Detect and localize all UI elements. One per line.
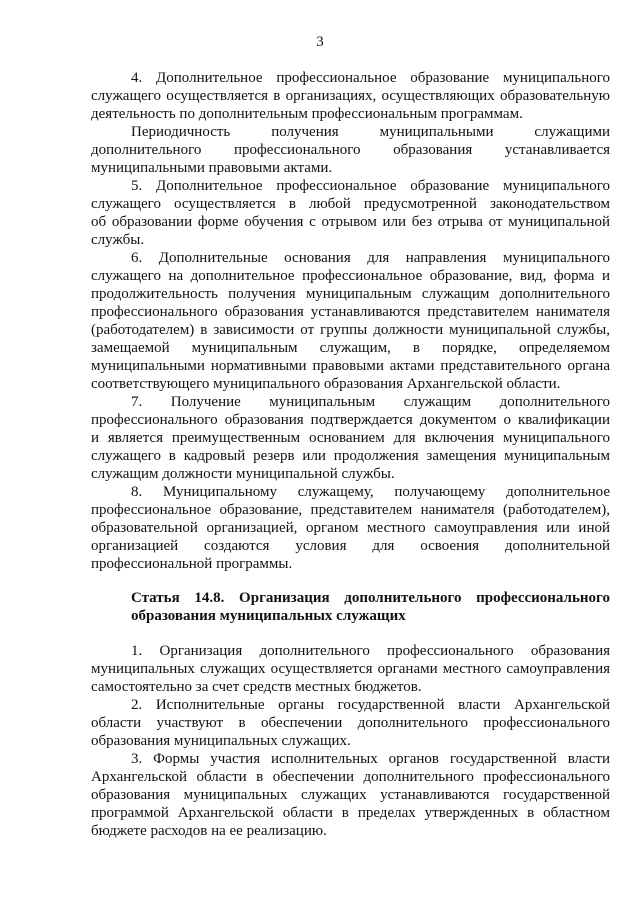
text-line: образования муниципальных служащих. [91, 733, 351, 749]
text-line: службы. [91, 232, 145, 248]
text-line: 1. Организация дополнительного профессионального образования [131, 643, 610, 659]
text-line: профессионального образования подтверждается документом о квалификации [91, 412, 610, 428]
page-number: 3 [316, 34, 324, 50]
text-line: профессионального образования устанавливаются представителем нанимателя [91, 304, 610, 320]
text-line: образования муниципальных служащих устанавливаются государственной [91, 787, 610, 803]
text-line: бюджете расходов на ее реализацию. [91, 823, 327, 839]
text-line: Архангельской области в обеспечении дополнительного профессионального [91, 769, 610, 785]
text-line: соответствующего муниципального образования Архангельской области. [91, 376, 561, 392]
text-line: деятельность по дополнительным профессиональным программам. [91, 106, 523, 122]
text-line: об образовании форме обучения с отрывом или без отрыва от муниципальной [91, 214, 610, 230]
text-line: замещаемой муниципальным служащим, в порядке, определяемом [91, 340, 610, 356]
text-line: 8. Муниципальному служащему, получающему дополнительное [131, 484, 610, 500]
text-line: 4. Дополнительное профессиональное образование муниципального [131, 70, 610, 86]
article-heading-line: образования муниципальных служащих [131, 608, 406, 624]
text-line: самостоятельно за счет средств местных бюджетов. [91, 679, 422, 695]
text-line: 2. Исполнительные органы государственной власти Архангельской [131, 697, 610, 713]
text-line: служащего осуществляется в любой предусмотренной законодательством [91, 196, 610, 212]
text-line: 7. Получение муниципальным служащим дополнительного [131, 394, 610, 410]
text-line: 3. Формы участия исполнительных органов государственной власти [131, 751, 610, 767]
text-line: 6. Дополнительные основания для направления муниципального [131, 250, 610, 266]
text-line: профессиональное образование, представителем нанимателя (работодателем), [91, 502, 610, 518]
text-line: образовательной организацией, органом местного самоуправления или иной [91, 520, 610, 536]
text-line: профессиональной программы. [91, 556, 293, 572]
text-line: служащим должности муниципальной службы. [91, 466, 395, 482]
text-line: дополнительного профессионального образования устанавливается [91, 142, 610, 158]
text-line: муниципальными нормативными правовыми актами представительного органа [91, 358, 610, 374]
text-line: области участвуют в обеспечении дополнительного профессионального [91, 715, 610, 731]
text-line: программой Архангельской области в пределах утвержденных в областном [91, 805, 610, 821]
text-line: служащего на дополнительное профессиональное образование, вид, форма и [91, 268, 610, 284]
text-line: 5. Дополнительное профессиональное образование муниципального [131, 178, 610, 194]
text-line: служащего осуществляется в организациях, осуществляющих образовательную [91, 88, 610, 104]
article-heading-line: Статья 14.8. Организация дополнительного профессионального [131, 590, 610, 606]
text-line: служащего в кадровый резерв или продолжения замещения муниципальным [91, 448, 610, 464]
text-line: продолжительность получения муниципальным служащим дополнительного [91, 286, 610, 302]
text-line: муниципальных служащих осуществляется органами местного самоуправления [91, 661, 610, 677]
text-line: организацией создаются условия для освоения дополнительной [91, 538, 610, 554]
text-line: Периодичность получения муниципальными служащими [131, 124, 610, 140]
text-line: и является преимущественным основанием для включения муниципального [91, 430, 610, 446]
text-line: муниципальными правовыми актами. [91, 160, 333, 176]
text-line: (работодателем) в зависимости от группы должности муниципальной службы, [91, 322, 610, 338]
